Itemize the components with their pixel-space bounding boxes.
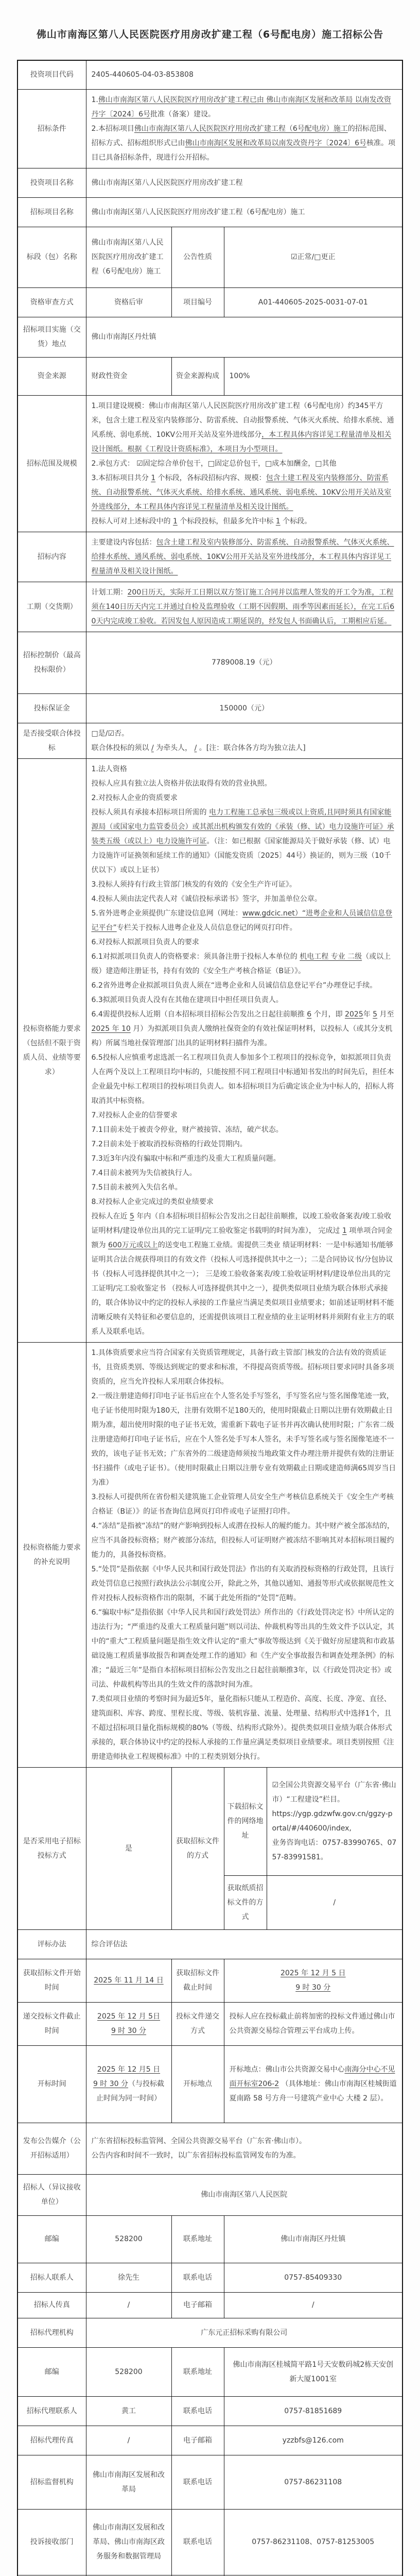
value-tender-project-name: 佛山市南海区第八人民医院医疗用房改扩建工程（6号配电房）施工 bbox=[86, 197, 402, 227]
table-row bbox=[18, 2263, 402, 2292]
label-fund-source: 资金来源 bbox=[18, 357, 86, 395]
label-fund-composition: 资金来源构成 bbox=[171, 357, 224, 395]
label-document-obtain-method: 获取招标文件的方式 bbox=[171, 1767, 224, 1929]
table-row bbox=[18, 2045, 402, 2123]
label-document-obtain-deadline: 获取招标文件截止时间 bbox=[171, 1959, 224, 2002]
table-row bbox=[18, 632, 402, 693]
page-title: 佛山市南海区第八人民医院医疗用房改扩建工程（6号配电房）施工招标公告 bbox=[36, 29, 384, 40]
label-complaint-handling-dept bbox=[18, 2575, 86, 2576]
table-row bbox=[18, 317, 402, 357]
value-control-price: 7789008.19（元） bbox=[86, 632, 402, 693]
table-row bbox=[18, 582, 402, 632]
table-row bbox=[18, 287, 402, 317]
label-agency-fax: 招标代理传真 bbox=[18, 2426, 86, 2455]
label-bid-opening-time: 开标时间 bbox=[18, 2045, 86, 2123]
value-agency-fax: / bbox=[86, 2426, 171, 2455]
value-bid-submission-deadline: 2025 年 12 月 5日 9 时 30 分 bbox=[86, 2002, 171, 2045]
table-row bbox=[18, 2002, 402, 2045]
label-tender-project-name: 招标项目名称 bbox=[18, 197, 86, 227]
table-row bbox=[18, 2174, 402, 2215]
table-row bbox=[18, 1767, 402, 1875]
table-row bbox=[18, 693, 402, 723]
value-tender-conditions: 1.佛山市南海区第八人民医院医疗用房改扩建工程已由 佛山市南海区发展和改革局 以南发改资丹字〔2024〕6号批准（备案）建设。 2.本招标项目佛山市南海区第八人民医院医疗用房改扩建工程（6号配电房）施工的招标范围、招标方式、招标组织形式已由佛山市南海区发展和改革局以南发改资丹字〔2024〕6号核准。项目已具备招标条件，现进行公开招标。 bbox=[86, 89, 402, 168]
label-electronic-bidding: 是否采用电子招标投标方式 bbox=[18, 1767, 86, 1929]
value-electronic-bidding: 是 bbox=[86, 1767, 171, 1929]
value-announcement-nature: ☑正常/□更正 bbox=[224, 227, 402, 287]
table-row bbox=[18, 2215, 402, 2263]
value-qualification-requirements: 1.法人资格 投标人应具有独立法人资格并依法取得有效的营业执照。 2.对投标人企业的资质要求 投标人须具有承接本招标项目所需的 电力工程施工总承包三级或以上资质,且同时须具有国家能源局（或国家电力监管委员会）或其派出机构颁发有效的《承装（修、试）电力设施许可证》承装类五级（或以上）电力设施许可证。（注：如已根据《国家能源局关于做好承装（修、试）电力设施许可证换领和延续工作的通知》（国能发资质〔2025〕44号）换证的，则为三级（10千伏以下）或以上证书） 3.投标人须持有行政主管部门核发的有效的《安全生产许可证》。 4.投标人须由法定代表人对《诚信投标承诺书》签字，并加盖单位公章。 5.省外进粤企业须提供广东建设信息网（网址：www.gdcic.net）“进粤企业和人员诚信信息登记平台”专栏关于投标人进粤企业及人员信息登记的网页打印件。 6.对投标人拟派项目负责人的要求 6.1对拟派项目负责人的资格要求：须具备注册于投标人本单位的 机电工程 专业 二级（或以上级）建造师注册证书，持有有效的《安全生产考核合格证（B证）》。 6.2省外进粤企业拟派项目负责人须在“进粤企业和人员诚信信息登记平台”办理登记手续。 6.3拟派项目负责人没有在其他在建项目中担任项目负责人。 6.4需提供投标人近期（自本招标项目招标公告发出之日起往前顺推 6 个月，即 2025年 5 月至 2025 年 10 月）为拟派项目负责人缴纳社保资金的有效社保证明材料，以投标人（或其分支机构）所属当地社保管理部门出具的证明材料扫描件为准。 6.5投标人应慎重考虑选派一名工程项目负责人参加多个工程项目的投标竞争，如拟派项目负责人在两个及以上工程项目均中标的，只能按照不同工程项目中标通知书发出的时间先后，担任本企业最先中标工程项目的投标项目负责人。如本招标项目为后确定该企业为中标人的，招标人将取消其中标资格。 7.对投标人企业的信誉要求 7.1目前未处于被责令停业，财产被接管、冻结，破产状态。 7.2目前未处于被取消投标资格的行政处罚期内。 7.3近3年内没有骗取中标和严重违约及重大工程质量问题。 7.4目前未被列为失信被执行人。 7.5目前未被列入失信名单。 8.对投标人企业完成过的类似业绩要求 投标人在近 5 年内（自本招标项目招标公告发出之日起往前顺推，以竣工验收备案表/竣工验收证明材料/建设单位出具的完工证明/完工验收鉴定书载明的时间为准）， 完成过 1 项单项合同金额为 600万元或以上的送变电工程施工业绩。需提供三类业 绩证明材料：一是中标通知书/能够证明其合法合规获得项目的有效文件（投标人可选择提供其中之一）；二是合同协议书/分包协议书（投标人可选择提供其中之一）； 三是竣工验收备案表/竣工验收证明材料/建设单位出具的完工证明/完工验收鉴定书 （投标人可选择提供其中之一），提供类似项目业绩为联合体形式承接的，联合体协议中约定的投标人承接的工作量应当满足类似项目业绩要求；如前述证明材料不能清晰反映有关特征和必要信息的，还需提供该项目工程业绩的业主证明材料并须附有业主方的联系人及联系电话。 bbox=[86, 758, 402, 1342]
value-agency-phone: 0757-81851689 bbox=[224, 2396, 402, 2426]
table-row bbox=[18, 168, 402, 197]
table-row bbox=[18, 2347, 402, 2396]
value-fund-composition: 100% bbox=[224, 357, 402, 395]
table-row bbox=[18, 723, 402, 758]
value-tenderer-fax: / bbox=[86, 2292, 171, 2318]
value-complaint-receiving-phone: 0757-86231108、0757-81253005 bbox=[224, 2509, 402, 2575]
table-row bbox=[18, 2123, 402, 2174]
label-agency-email: 电子邮箱 bbox=[171, 2426, 224, 2455]
label-agency-postcode: 邮编 bbox=[18, 2347, 86, 2396]
label-supplementary-notes: 投标资格能力要求的补充说明 bbox=[18, 1342, 86, 1767]
label-tender-content: 招标内容 bbox=[18, 532, 86, 582]
value-bid-submission-method: 投标人应在投标截止前将加密的投标文件通过佛山市公共资源交易综合管理云平台成功上传。 bbox=[224, 2002, 402, 2045]
table-row bbox=[18, 2509, 402, 2575]
value-supervision-agency: 佛山市南海区发展和改革局 bbox=[86, 2455, 171, 2509]
table-row bbox=[18, 1959, 402, 2002]
value-tenderer-contact: 徐先生 bbox=[86, 2263, 171, 2292]
value-document-obtain-deadline: 2025 年 12 月 5 日 9 时 30 分 bbox=[224, 1959, 402, 2002]
label-tenderer-contact: 招标人联系人 bbox=[18, 2263, 86, 2292]
value-tenderer-phone: 0757-85409330 bbox=[224, 2263, 402, 2292]
value-fund-source: 财政性资金 bbox=[86, 357, 171, 395]
table-row bbox=[18, 2292, 402, 2318]
label-tenderer-fax: 招标人传真 bbox=[18, 2292, 86, 2318]
label-scope-scale: 招标范围及规模 bbox=[18, 395, 86, 532]
table-row bbox=[18, 395, 402, 532]
label-agency-phone: 联系电话 bbox=[171, 2396, 224, 2426]
value-delivery-location: 佛山市南海区丹灶镇 bbox=[86, 317, 402, 357]
label-tender-conditions: 招标条件 bbox=[18, 89, 86, 168]
value-agency-contact: 黄工 bbox=[86, 2396, 171, 2426]
label-evaluation-method: 评标办法 bbox=[18, 1929, 86, 1959]
label-bid-bond: 投标保证金 bbox=[18, 693, 86, 723]
label-document-obtain-start: 获取招标文件开始时间 bbox=[18, 1959, 86, 2002]
label-section-name: 标段（包）名称 bbox=[18, 227, 86, 287]
label-tenderer: 招标人（异议接收单位） bbox=[18, 2174, 86, 2215]
label-agency: 招标代理机构 bbox=[18, 2318, 86, 2347]
value-paper-document-method: / bbox=[267, 1875, 402, 1929]
label-announcement-nature: 公告性质 bbox=[171, 227, 224, 287]
value-investment-project-name: 佛山市南海区第八人民医院医疗用房改扩建工程 bbox=[86, 168, 402, 197]
value-announcement-media: 广东省招标投标监管网、全国公共资源交易平台（广东省·佛山市）。 公告内容和时间不一致时，以广东省招标投标监管网发布的为准。 bbox=[86, 2123, 402, 2174]
label-supervision-agency: 招标监督机构 bbox=[18, 2455, 86, 2509]
label-announcement-media: 发布公告媒介（公开招标适用） bbox=[18, 2123, 86, 2174]
value-project-code: 2405-440605-04-03-853808 bbox=[86, 60, 402, 89]
table-row bbox=[18, 1929, 402, 1959]
value-agency-email: yzzbfs@126.com bbox=[224, 2426, 402, 2455]
label-tenderer-address: 联系地址 bbox=[171, 2215, 224, 2263]
label-bid-submission-deadline: 递交投标文件截止时间 bbox=[18, 2002, 86, 2045]
value-supervision-phone: 0757-86231108 bbox=[224, 2455, 402, 2509]
label-investment-project-name: 投资项目名称 bbox=[18, 168, 86, 197]
label-download-url: 下载招标文件的网络地址 bbox=[224, 1767, 267, 1875]
value-complaint-handling-dept bbox=[86, 2575, 171, 2576]
value-agency-postcode: 528200 bbox=[86, 2347, 171, 2396]
value-tenderer-address: 佛山市南海区丹灶镇 bbox=[224, 2215, 402, 2263]
value-download-url: ☑全国公共资源交易平台（广东省·佛山市）“工程建设”栏目。 https://ygp.gdzwfw.gov.cn/ggzy-portal/#/440600/index, 业务咨询电话：0757-83990765、0757-83991581。 bbox=[267, 1767, 402, 1875]
value-document-obtain-start: 2025 年 11 月 14 日 bbox=[86, 1959, 171, 2002]
label-tenderer-postcode: 邮编 bbox=[18, 2215, 86, 2263]
value-evaluation-method: 综合评估法 bbox=[86, 1929, 402, 1959]
table-row bbox=[18, 2426, 402, 2455]
value-agency-address: 佛山市南海区桂城简平路1号天安数码城2栋天安创新大厦1001室 bbox=[224, 2347, 402, 2396]
value-tenderer-email: / bbox=[224, 2292, 402, 2318]
table-row bbox=[18, 197, 402, 227]
label-project-code: 投资项目代码 bbox=[18, 60, 86, 89]
table-row bbox=[18, 89, 402, 168]
table-row bbox=[18, 2575, 402, 2576]
label-complaint-receiving-phone: 联系电话 bbox=[171, 2509, 224, 2575]
value-tenderer-postcode: 528200 bbox=[86, 2215, 171, 2263]
value-consortium-bidding: □是/☑否。 联合体投标的须以 / 为牵头人， / 。[注：联合体各方均为独立法人] bbox=[86, 723, 402, 758]
label-delivery-location: 招标项目实施（交货）地点 bbox=[18, 317, 86, 357]
label-qualification-review: 资格审查方式 bbox=[18, 287, 86, 317]
label-control-price: 招标控制价（最高投标限价） bbox=[18, 632, 86, 693]
value-agency: 广东元正招标采购有限公司 bbox=[86, 2318, 402, 2347]
label-project-number: 项目编号 bbox=[171, 287, 224, 317]
table-row bbox=[18, 1342, 402, 1767]
table-row bbox=[18, 357, 402, 395]
label-tenderer-email: 电子邮箱 bbox=[171, 2292, 224, 2318]
value-section-name: 佛山市南海区第八人民医院医疗用房改扩建工程（6号配电房）施工 bbox=[86, 227, 171, 287]
label-consortium-bidding: 是否接受联合体投标 bbox=[18, 723, 86, 758]
label-tenderer-phone: 联系电话 bbox=[171, 2263, 224, 2292]
value-construction-period: 计划工期：200日历天，实际开工日期以双方签订施工合同并以监理人签发的开工令为准，工程须在140日历天内完工并通过自检及监理验收（工期不因假期、雨季等因素而延长），在完工后60天内完成竣工验收。若因发包人原因造成工期延误的，经发包人书面确认后，工期相应后延。 bbox=[86, 582, 402, 632]
label-qualification-requirements: 投标资格能力要求（包括但不限于资质人员、业绩等要求） bbox=[18, 758, 86, 1342]
value-scope-scale: 1.项目建设规模：佛山市南海区第八人民医院医疗用房改扩建工程（6号配电房）约345平方米，包含土建工程及室内装修部分、防雷系统、自动报警系统、气体灭火系统、给排水系统、通风系统、弱电系统、10KV公用开关站及室外进线部分，本工程具体内容详见工程量清单及相关设计图纸。根据《工程设计资质标准》，本项目为小型项目。 2.承包方式： ☑固定综合单价包干，□固定总价包干，□成本加酬金，□其他 3.本招标项目共分 1 个标段，各标段招标内容、规模：包含土建工程及室内装修部分、防雷系统、自动报警系统、气体灭火系统、给排水系统、通风系统、弱电系统、10KV公用开关站及室外进线部分，本工程具体内容详见工程量清单及相关设计图纸。 投标人可对上述标段中的 1 个标段投标，但最多允许中标 1 个标段。 bbox=[86, 395, 402, 532]
table-row bbox=[18, 532, 402, 582]
label-agency-address: 联系地址 bbox=[171, 2347, 224, 2396]
value-bid-opening-location: 开标地点：佛山市公共资源交易中心南海分中心不见面开标室206-2 （具体地址：佛山市南海区桂城街道夏南路 58 号方舟一号建筑产业中心 大楼 2 层）。 bbox=[224, 2045, 402, 2123]
label-complaint-handling-phone bbox=[171, 2575, 224, 2576]
label-agency-contact: 招标代理联系人 bbox=[18, 2396, 86, 2426]
label-construction-period: 工期（交货期） bbox=[18, 582, 86, 632]
value-bid-opening-time: 2025 年 12 月5 日 9 时 30 分（与投标截止时间为同一时间） bbox=[86, 2045, 171, 2123]
label-bid-opening-location: 开标地点 bbox=[171, 2045, 224, 2123]
label-supervision-phone: 联系电话 bbox=[171, 2455, 224, 2509]
table-row bbox=[18, 60, 402, 89]
value-project-number: A01-440605-2025-0031-07-01 bbox=[224, 287, 402, 317]
label-paper-document-method: 获取纸质招标文件的方式 bbox=[224, 1875, 267, 1929]
table-row bbox=[18, 2318, 402, 2347]
label-bid-submission-method: 投标文件递交方式 bbox=[171, 2002, 224, 2045]
table-row bbox=[18, 2396, 402, 2426]
table-row bbox=[18, 227, 402, 287]
value-bid-bond: 150000（元） bbox=[86, 693, 402, 723]
value-tender-content: 主要建设内容包括：包含土建工程及室内装修部分、防雷系统、自动报警系统、气体灭火系统、给排水系统、通风系统、弱电系统、10KV公用开关站及室外进线部分，本工程具体内容详见工程量清单及相关设计图纸。 bbox=[86, 532, 402, 582]
label-complaint-receiving-dept: 投诉接收部门 bbox=[18, 2509, 86, 2575]
value-qualification-review: 资格后审 bbox=[86, 287, 171, 317]
value-tenderer: 佛山市南海区第八人民医院 bbox=[86, 2174, 402, 2215]
value-complaint-receiving-dept: 佛山市南海区发展和改革局、佛山市南海区政务服务和数据管理局 bbox=[86, 2509, 171, 2575]
table-row bbox=[18, 758, 402, 1342]
table-row bbox=[18, 2455, 402, 2509]
value-complaint-handling-phone bbox=[224, 2575, 402, 2576]
announcement-table bbox=[17, 60, 403, 2576]
value-supplementary-notes: 1.具体资质要求应当符合国家有关资质管理规定，具备行政主管部门核发的合法有效的资质证书，且资质类别、等级达到规定的要求和标准，不得提高资质等级。招标项目要求同时具备多项资质的，应当允许投标人采用联合体投标。 2.一级注册建造师打印电子证书后应在个人签名处手写签名，手写签名应与签名图像笔迹一致，电子证书使用时限为180天，注册有效期不足180天的，使用时限截止日期以注册有效期截止日期为准，超出使用时限的电子证书无效，需重新下载电子证书并再次确认使用时限；广东省二级注册建造师打印电子证书后，应在个人签名处手写本人签名，未手写签名或与签名图像笔迹不一致的，该电子证书无效；广东省外的二级建造师须按当地政策文件办理注册并提供有效的注册证书扫描件（或电子证书）。（使用时限截止日期以注册专业有效期截止日期或建造师满65周岁当日为准） 3.投标人可提供所在省份相关建筑施工企业管理人员安全生产考核信息系统关于《安全生产考核合格证（B证）》的证书查询信息网页打印件或电子证照打印件。 4.“冻结”是指被“冻结”的财产影响到投标人或潜在投标人的履约能力。其中财产被全部冻结的，应当不具备投标资格；财产被部分冻结，但投标人可证明财产被冻结不影响其对本招标项目履约能力的，具备投标资格。 5.“处罚”是指依据《中华人民共和国行政处罚法》作出的有关取消投标资格的行政处罚，且该行政处罚信息已按照行政执法公示制度公开，除此之外，其他以通知、通报等形式或依据规范性文件对投标人投标资格作出的限制，不属于此处所指的“处罚”范畴。 6.“骗取中标”是指依据《中华人民共和国行政处罚法》所作出的《行政处罚决定书》中所认定的违法行为；“严重违约及重大工程质量问题”则以司法、仲裁机构等出具的生效文件予以认定，其中的“重大”工程质量问题是指生效文件认定的“重大”事故等级达到《关于做好房屋建筑和市政基础设施工程质量事故报告和调查处理工作的通知》和《生产安全事故报告和调查处理条例》的标准；“最近三年”是指自本招标项目招标公告发出之日起往前顺推3年，以《行政处罚决定书》或司法、仲裁机构等出具的生效文件的落款时间为准。 7.类似项目业绩的考察时间为最近5年，量化指标只能从工程造价、高度、长度、净宽、直径、建筑面积、库容、跨度、里程长度、等级、装机容量、流量、处理量、结构形式中选择1个，且不超过招标项目量化指标规模的80%（等级、结构形式除外）。提供类似项目业绩为联合体形式承接的，联合体协议中约定的投标人承接的工作量应满足类似项目业绩要求。项目类别按照《注册建造师执业工程规模标准》中的工程类别划分执行。 bbox=[86, 1342, 402, 1767]
